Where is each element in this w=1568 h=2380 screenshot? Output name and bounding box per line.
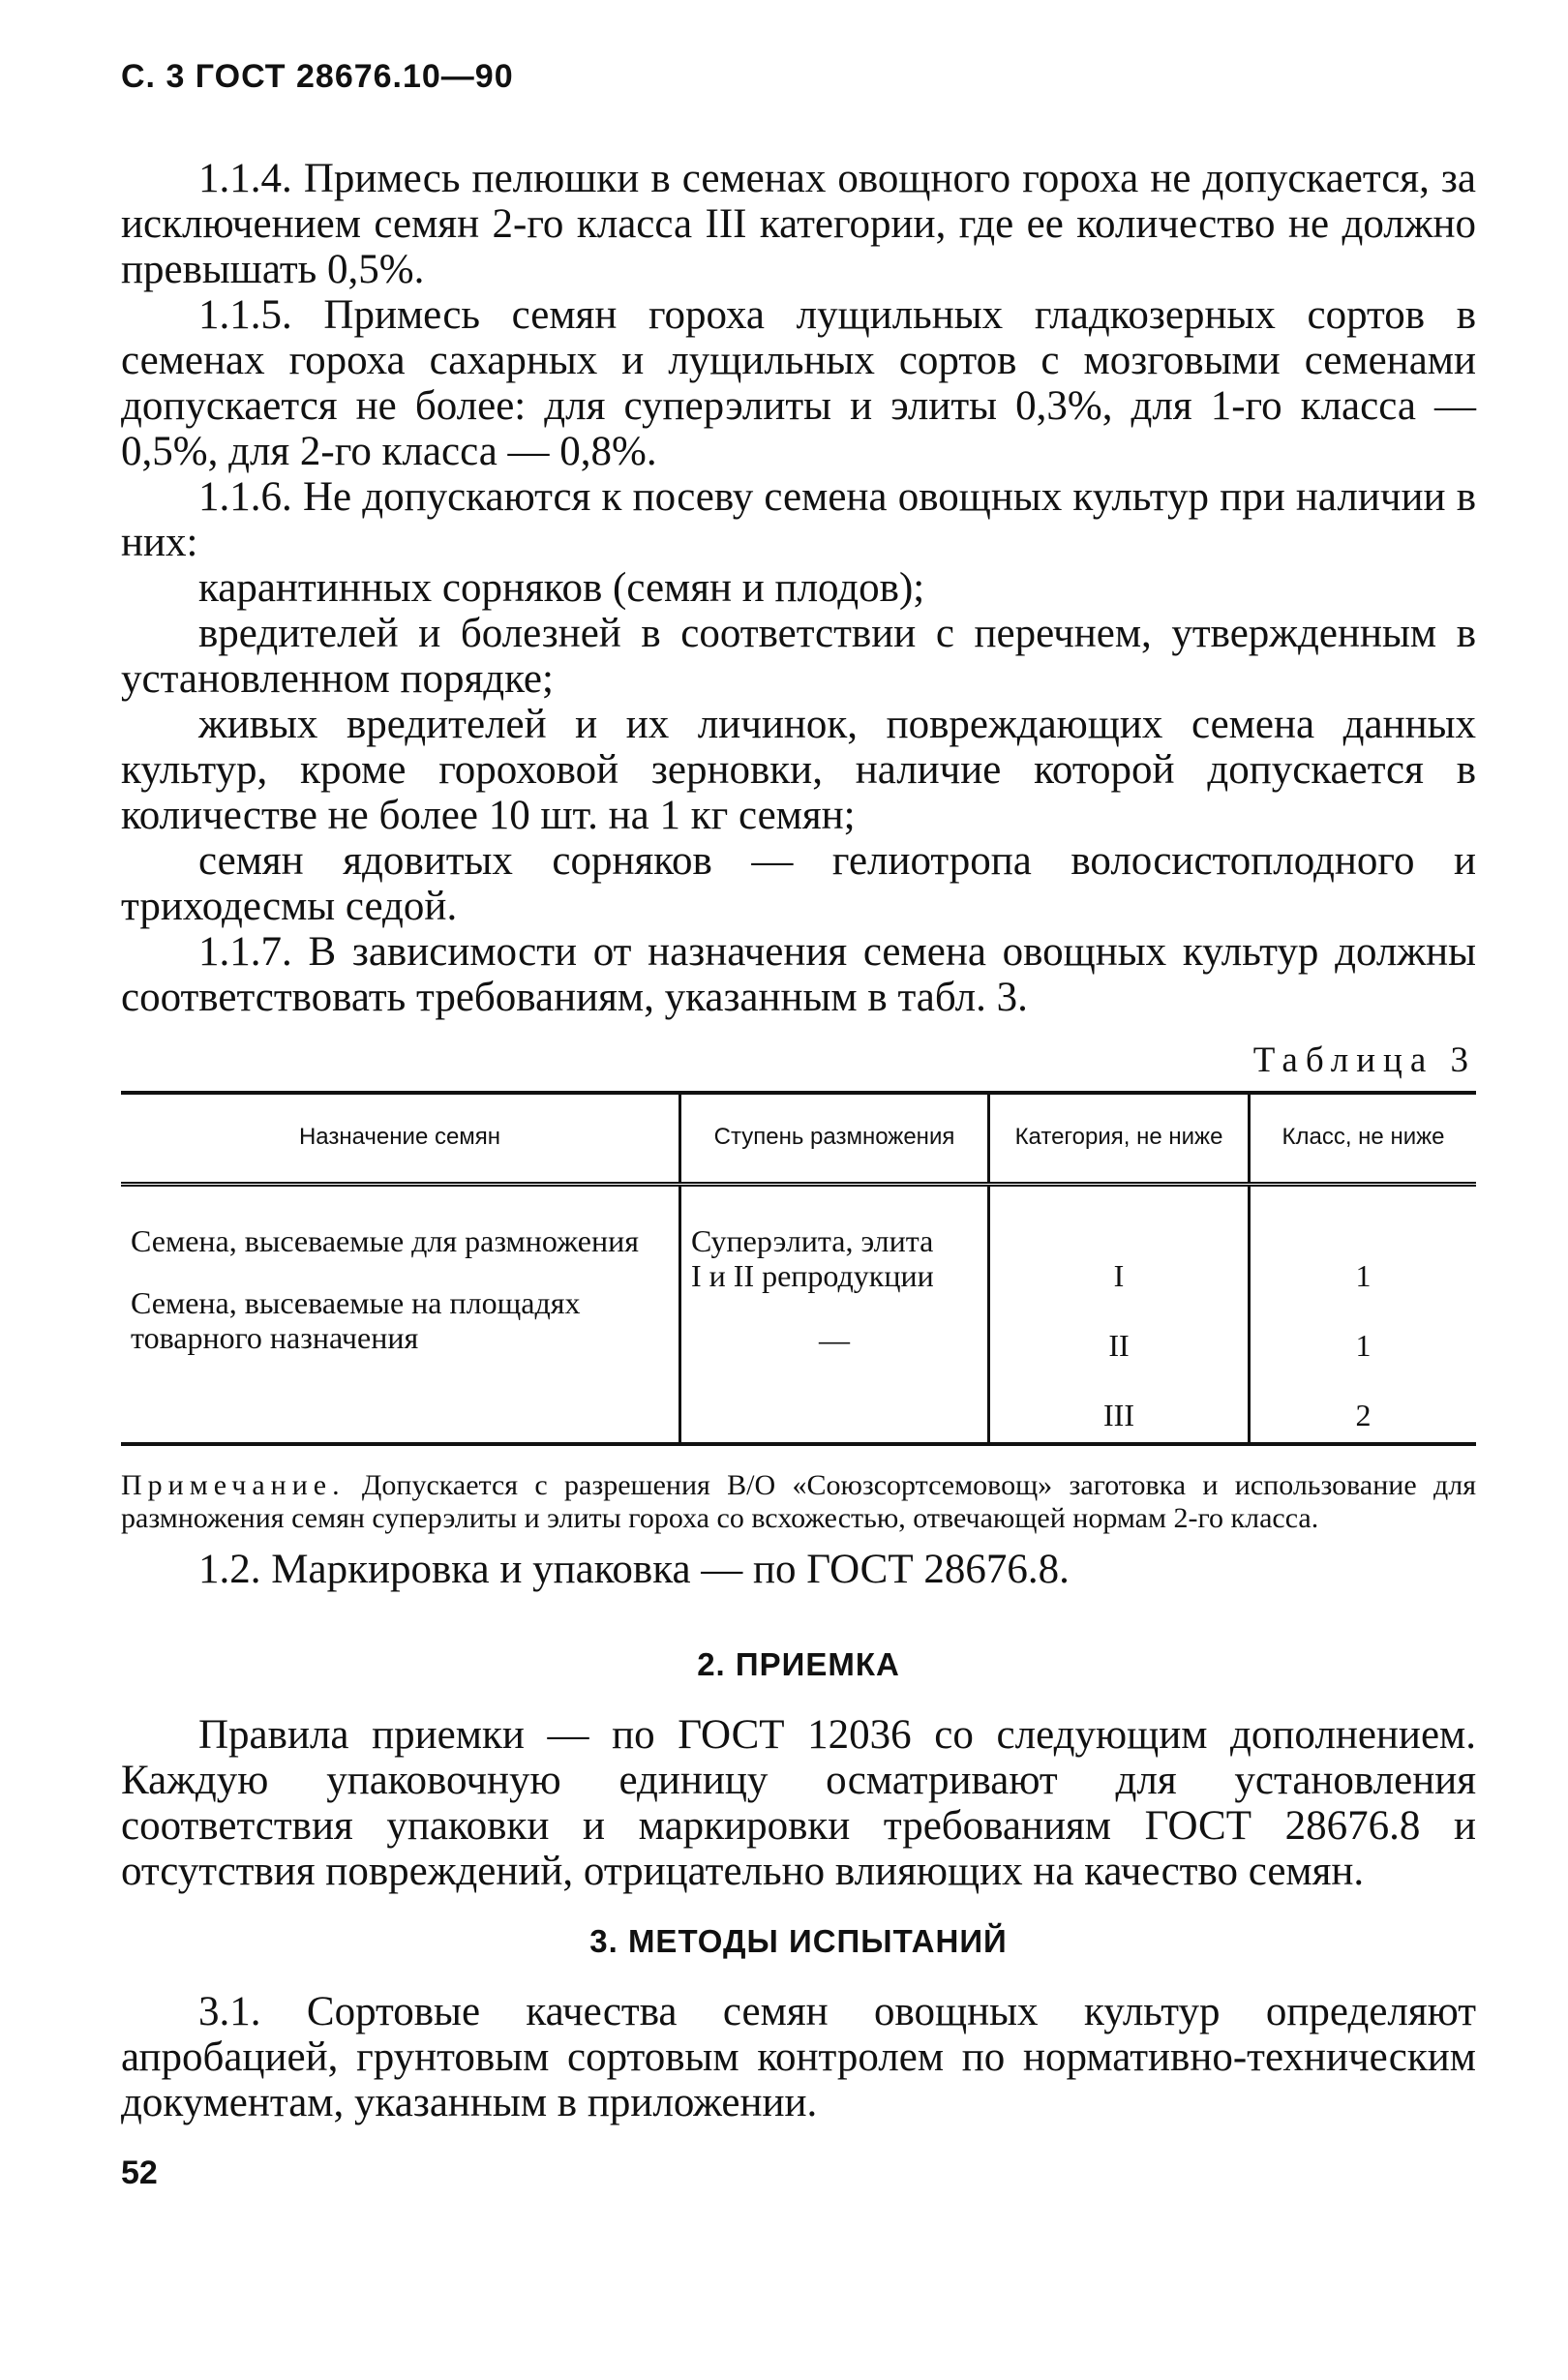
paragraph-1-1-5: 1.1.5. Примесь семян гороха лущильных гладкозерных сортов в семенах гороха сахарных и лущильных сортов с мозговыми семенами допускается не более: для суперэлиты и элиты 0,3%, для 1-го класса — 0,5%, для 2-го класса — 0,8%. [121,292,1476,474]
table-row [121,1185,1476,1445]
table-note [121,1469,1476,1535]
document-page [121,58,1476,2192]
level-text: — [819,1322,850,1357]
section-text-acceptance: Правила приемки — по ГОСТ 12036 со следующим дополнением. Каждую упаковочную единицу осматривают для установления соответствия упаковки и маркировки требованиям ГОСТ 28676.8 и отсутствия повреждений, отрицательно влияющих на качество семян. [121,1712,1476,1894]
class-value: 1 [1355,1328,1372,1363]
page-number: 52 [121,2154,158,2191]
purpose-text: Семена, высеваемые на площадях товарного назначения [131,1285,581,1355]
purpose-text: Семена, высеваемые для размножения [131,1223,639,1258]
cell-class [1250,1185,1477,1445]
paragraph-1-1-7: 1.1.7. В зависимости от назначения семена овощных культур должны соответствовать требованиям, указанным в табл. 3. [121,929,1476,1020]
level-text: I и II репродукции [691,1258,934,1293]
section-text-methods: 3.1. Сортовые качества семян овощных культур определяют апробацией, грунтовым сортовым контролем по нормативно-техническим документам, указанным в приложении. [121,1989,1476,2125]
category-value: III [1103,1398,1134,1432]
table-caption: Таблица 3 [1252,1040,1476,1080]
list-item: карантинных сорняков (семян и плодов); [198,565,925,611]
header-class: Класс, не ниже [1250,1093,1477,1185]
table-header-row [121,1093,1476,1185]
page-header: С. 3 ГОСТ 28676.10—90 [121,58,514,95]
cell-category [989,1185,1250,1445]
header-level: Ступень размножения [680,1093,989,1185]
level-text: Суперэлита, элита [691,1223,934,1258]
list-item: семян ядовитых сорняков — гелиотропа волосистоплодного и триходесмы седой. [121,838,1476,929]
cell-level [680,1185,989,1445]
seed-requirements-table [121,1091,1476,1446]
section-title-methods: 3. МЕТОДЫ ИСПЫТАНИЙ [589,1923,1008,1959]
section-title-acceptance: 2. ПРИЕМКА [697,1646,900,1682]
class-value: 2 [1355,1398,1372,1432]
paragraph-1-2: 1.2. Маркировка и упаковка — по ГОСТ 28676.8. [198,1547,1070,1592]
list-item: живых вредителей и их личинок, повреждающих семена данных культур, кроме гороховой зерновки, наличие которой допускается в количестве не более 10 шт. на 1 кг семян; [121,702,1476,838]
paragraph-1-1-6: 1.1.6. Не допускаются к посеву семена овощных культур при наличии в них: [121,474,1476,565]
category-value: I [1113,1258,1125,1293]
list-item: вредителей и болезней в соответствии с перечнем, утвержденным в установленном порядке; [121,611,1476,702]
class-value: 1 [1355,1258,1372,1293]
header-purpose: Назначение семян [121,1093,680,1185]
note-label: Примечание. [121,1469,346,1501]
header-category: Категория, не ниже [989,1093,1250,1185]
paragraph-1-1-4: 1.1.4. Примесь пелюшки в семенах овощного гороха не допускается, за исключением семян 2-го класса III категории, где ее количество не должно превышать 0,5%. [121,156,1476,292]
category-value: II [1108,1328,1130,1363]
cell-purpose [121,1185,680,1445]
note-text: Допускается с разрешения В/О «Союзсортсемовощ» заготовка и использование для размножения семян суперэлиты и элиты гороха со всхожестью, отвечающей нормам 2-го класса. [121,1469,1476,1534]
